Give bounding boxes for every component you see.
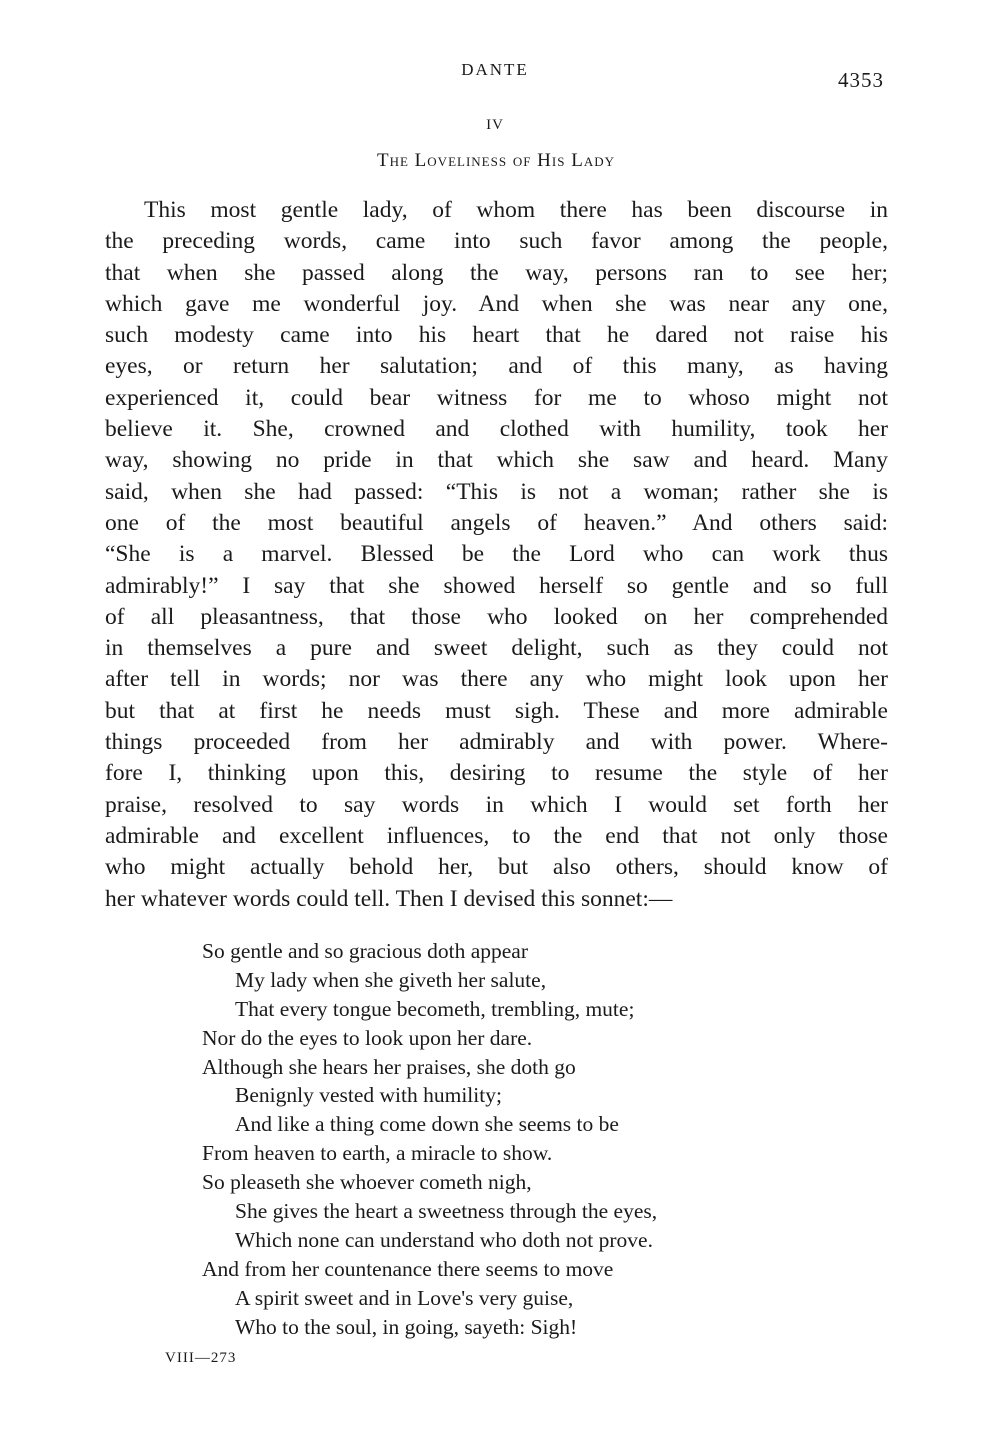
prose-line: one of the most beautiful angels of heaven.” And others said: xyxy=(105,509,888,536)
prose-line: fore I, thinking upon this, desiring to resume the style of her xyxy=(105,760,888,787)
prose-line: praise, resolved to say words in which I would set forth her xyxy=(105,791,888,818)
chapter-title: The Loveliness of His Lady xyxy=(377,150,615,171)
prose-line: of all pleasantness, that those who looked on her comprehended xyxy=(105,603,888,630)
prose-line: things proceeded from her admirably and with power. Where- xyxy=(105,729,888,756)
prose-line: who might actually behold her, but also others, should know of xyxy=(105,854,888,881)
sonnet-line: Which none can understand who doth not prove. xyxy=(235,1227,653,1252)
prose-line: This most gentle lady, of whom there has been discourse in xyxy=(144,197,888,223)
sonnet-line: Although she hears her praises, she doth go xyxy=(202,1054,576,1079)
prose-line: eyes, or return her salutation; and of this many, as having xyxy=(105,353,888,380)
prose-line: admirable and excellent influences, to the end that not only those xyxy=(105,822,888,849)
sonnet-line: So gentle and so gracious doth appear xyxy=(202,939,528,963)
sonnet-line: Who to the soul, in going, sayeth: Sigh! xyxy=(235,1314,578,1339)
sonnet-line: And like a thing come down she seems to be xyxy=(235,1112,619,1137)
sonnet-line: Nor do the eyes to look upon her dare. xyxy=(202,1025,533,1050)
sonnet-line: From heaven to earth, a miracle to show. xyxy=(202,1141,553,1166)
prose-line: the preceding words, came into such favor among the people, xyxy=(105,228,888,255)
prose-line: her whatever words could tell. Then I devised this sonnet:— xyxy=(105,885,673,912)
prose-line: believe it. She, crowned and clothed with humility, took her xyxy=(105,416,888,443)
sonnet-line: Benignly vested with humility; xyxy=(235,1083,502,1108)
sonnet-line: That every tongue becometh, trembling, mute; xyxy=(235,996,635,1021)
prose-line: way, showing no pride in that which she saw and heard. Many xyxy=(105,447,888,474)
prose-line: admirably!” I say that she showed herself so gentle and so full xyxy=(105,572,888,599)
prose-line: but that at first he needs must sigh. These and more admirable xyxy=(105,697,888,724)
signature-mark: VIII—273 xyxy=(165,1350,237,1366)
prose-line: “She is a marvel. Blessed be the Lord who can work thus xyxy=(105,541,888,568)
page-number: 4353 xyxy=(838,68,884,92)
prose-line: in themselves a pure and sweet delight, such as they could not xyxy=(105,635,888,662)
prose-line: said, when she had passed: “This is not a woman; rather she is xyxy=(105,478,888,505)
prose-line: such modesty came into his heart that he dared not raise his xyxy=(105,322,888,349)
sonnet-line: My lady when she giveth her salute, xyxy=(235,967,547,992)
sonnet-line: And from her countenance there seems to move xyxy=(202,1256,614,1281)
prose-line: experienced it, could bear witness for me to whoso might not xyxy=(105,384,888,411)
running-head: DANTE xyxy=(461,60,529,79)
prose-paragraph xyxy=(105,195,888,915)
prose-line: that when she passed along the way, persons ran to see her; xyxy=(105,259,888,286)
sonnet-line: She gives the heart a sweetness through the eyes, xyxy=(235,1199,658,1224)
sonnet xyxy=(202,937,842,1341)
section-numeral: IV xyxy=(486,117,504,133)
prose-line: which gave me wonderful joy. And when she was near any one, xyxy=(105,290,888,317)
prose-line: after tell in words; nor was there any who might look upon her xyxy=(105,666,888,693)
sonnet-line: A spirit sweet and in Love's very guise, xyxy=(235,1285,574,1310)
sonnet-line: So pleaseth she whoever cometh nigh, xyxy=(202,1170,532,1195)
